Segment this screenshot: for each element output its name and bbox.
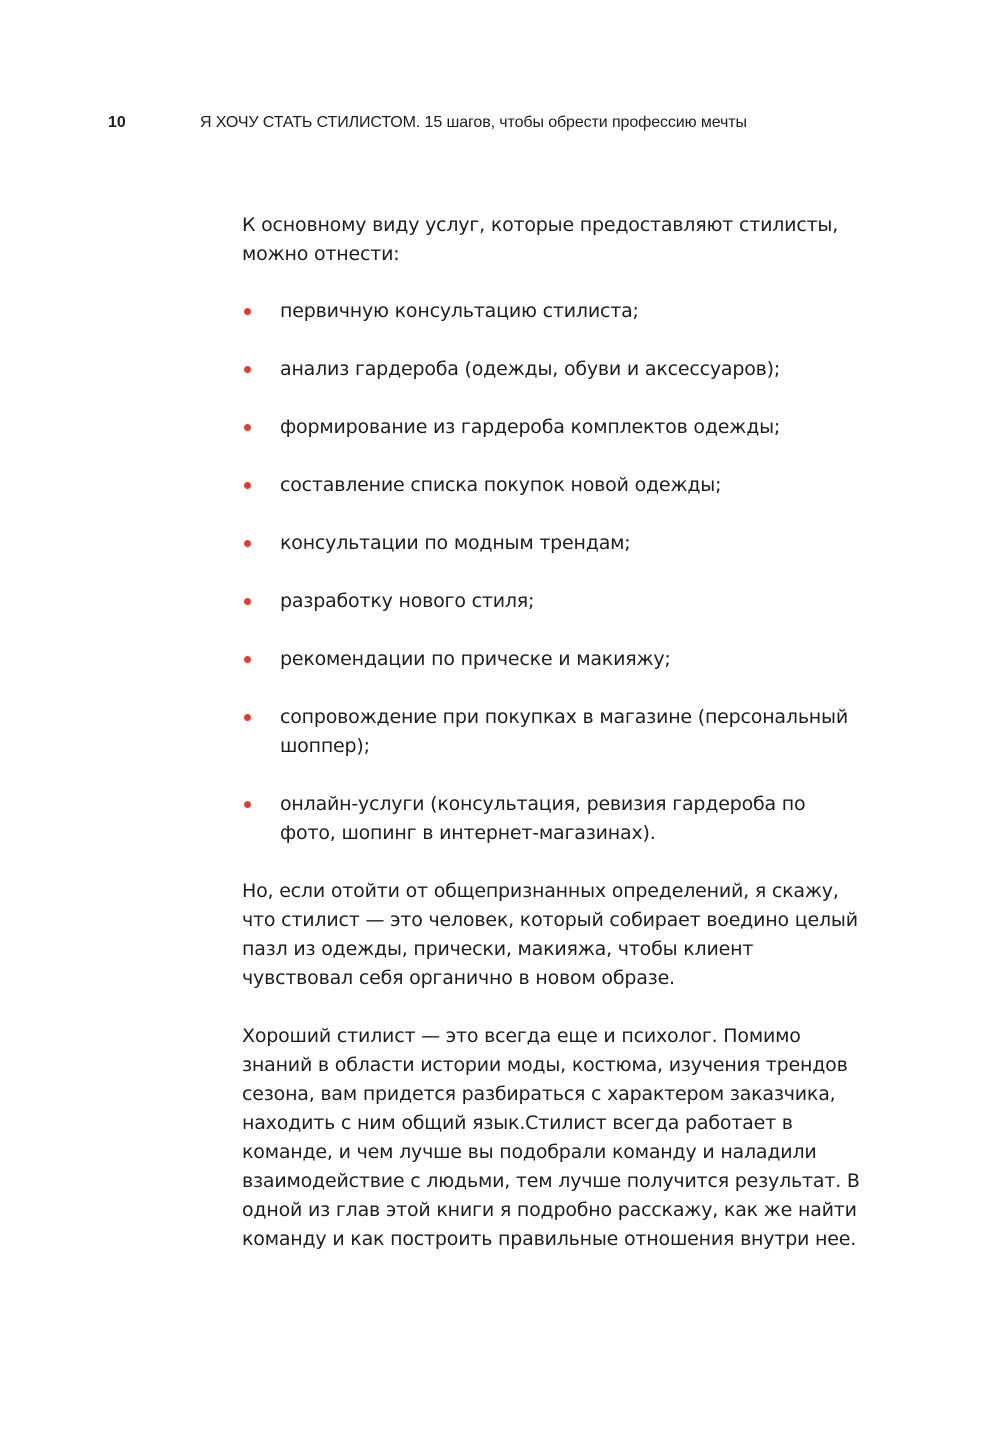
list-item: [242, 790, 860, 848]
bullet-dot-icon: [244, 424, 251, 431]
bullet-dot-icon: [244, 366, 251, 373]
list-item-text: онлайн-услуги (консультация, ревизия гардероба по фото, шопинг в интернет-магазинах).: [280, 793, 806, 844]
bullet-dot-icon: [244, 482, 251, 489]
list-item-text: сопровождение при покупках в магазине (персональный шоппер);: [280, 706, 848, 757]
intro-paragraph: К основному виду услуг, которые предоставляют стилисты, можно отнести:: [242, 214, 839, 265]
list-item: [242, 297, 860, 326]
list-item: [242, 703, 860, 761]
body-paragraph-psychologist: Хороший стилист — это всегда еще и психолог. Помимо знаний в области истории моды, костюма, изучения трендов сезона, вам придется разбираться с характером заказчика, находить с ним общий язык.Стилист всегда работает в команде, и чем лучше вы подобрали команду и наладили взаимодействие с людьми, тем лучше получится результат. В одной из глав этой книги я подробно расскажу, как же найти команду и как построить правильные отношения внутри нее.: [242, 1025, 860, 1250]
list-item: [242, 355, 860, 384]
bullet-dot-icon: [244, 714, 251, 721]
bullet-dot-icon: [244, 801, 251, 808]
list-item: [242, 471, 860, 500]
list-item-text: разработку нового стиля;: [280, 590, 535, 612]
list-item-text: формирование из гардероба комплектов одежды;: [280, 416, 781, 438]
page-number: 10: [108, 114, 126, 131]
list-item-text: анализ гардероба (одежды, обуви и аксессуаров);: [280, 358, 781, 380]
body-paragraph-definition: Но, если отойти от общепризнанных определений, я скажу, что стилист — это человек, который собирает воедино целый пазл из одежды, прически, макияжа, чтобы клиент чувствовал себя органично в новом образе.: [242, 880, 858, 989]
list-item-text: рекомендации по прическе и макияжу;: [280, 648, 671, 670]
book-title: Я ХОЧУ СТАТЬ СТИЛИСТОМ. 15 шагов, чтобы обрести профессию мечты: [200, 114, 747, 131]
page-body: [242, 211, 860, 1254]
list-item: [242, 645, 860, 674]
bullet-dot-icon: [244, 656, 251, 663]
bullet-dot-icon: [244, 598, 251, 605]
list-item: [242, 529, 860, 558]
running-head: [108, 113, 747, 133]
list-item: [242, 413, 860, 442]
list-item-text: составление списка покупок новой одежды;: [280, 474, 722, 496]
list-item: [242, 587, 860, 616]
list-item-text: консультации по модным трендам;: [280, 532, 631, 554]
bullet-dot-icon: [244, 540, 251, 547]
bullet-dot-icon: [244, 308, 251, 315]
services-list: [242, 297, 860, 848]
list-item-text: первичную консультацию стилиста;: [280, 300, 639, 322]
